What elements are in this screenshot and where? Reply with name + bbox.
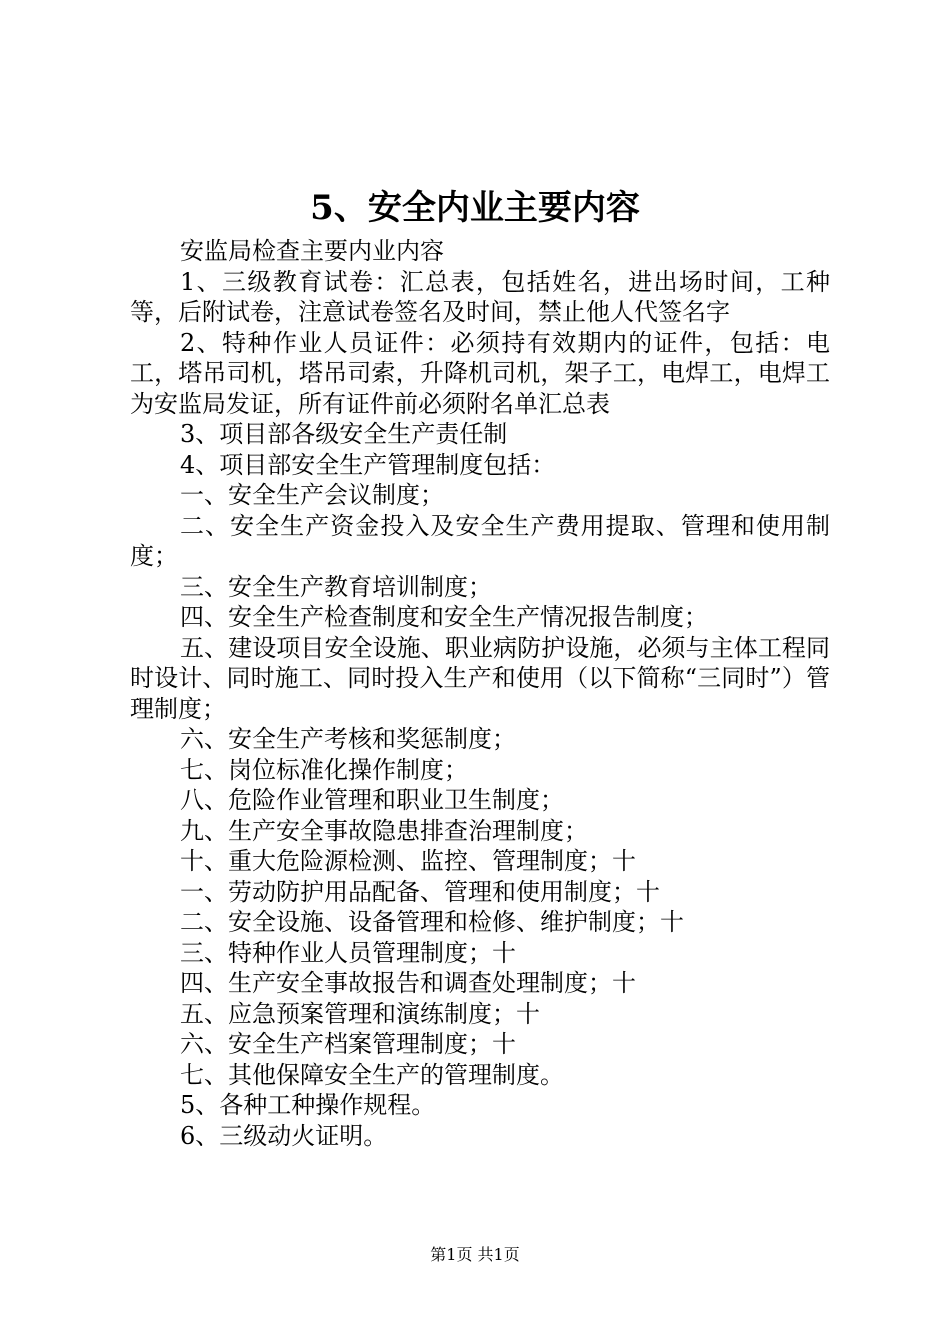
- paragraph: 安监局检查主要内业内容: [180, 237, 444, 265]
- paragraph: 3、项目部各级安全生产责任制: [180, 420, 508, 448]
- paragraph: 九、生产安全事故隐患排查治理制度；: [180, 816, 588, 845]
- paragraph: 五、应急预案管理和演练制度；十: [180, 999, 540, 1028]
- paragraph: 六、安全生产档案管理制度；十: [180, 1030, 516, 1058]
- paragraph: 1、三级教育试卷：汇总表，包括姓名，进出场时间，工种等，后附试卷，注意试卷签名及时间，禁止他人代签名字: [130, 267, 830, 326]
- document-body: [130, 236, 830, 1151]
- paragraph: 一、安全生产会议制度；: [180, 481, 444, 509]
- paragraph: 五、建设项目安全设施、职业病防护设施，必须与主体工程同时设计、同时施工、同时投入生产和使用（以下简称“三同时”）管理制度；: [130, 633, 830, 723]
- document-title: 5、安全内业主要内容: [310, 188, 640, 228]
- paragraph: 四、安全生产检查制度和安全生产情况报告制度；: [180, 603, 708, 631]
- page-footer: 第1页 共1页: [430, 1245, 520, 1264]
- paragraph: 四、生产安全事故报告和调查处理制度；十: [180, 969, 636, 997]
- paragraph: 八、危险作业管理和职业卫生制度；: [180, 786, 564, 814]
- paragraph: 2、特种作业人员证件：必须持有效期内的证件，包括：电工，塔吊司机，塔吊司索，升降机司机，架子工，电焊工，电焊工为安监局发证，所有证件前必须附名单汇总表: [130, 328, 830, 418]
- paragraph: 三、特种作业人员管理制度；十: [180, 938, 516, 967]
- paragraph: 二、安全设施、设备管理和检修、维护制度；十: [180, 908, 684, 936]
- paragraph: 六、安全生产考核和奖惩制度；: [180, 725, 516, 753]
- paragraph: 5、各种工种操作规程。: [180, 1091, 436, 1119]
- paragraph: 三、安全生产教育培训制度；: [180, 572, 492, 601]
- paragraph: 4、项目部安全生产管理制度包括：: [180, 450, 556, 479]
- paragraph: 十、重大危险源检测、监控、管理制度；十: [180, 847, 636, 875]
- paragraph: 七、岗位标准化操作制度；: [180, 755, 468, 784]
- paragraph: 二、安全生产资金投入及安全生产费用提取、管理和使用制度；: [130, 511, 830, 570]
- paragraph: 6、三级动火证明。: [180, 1121, 388, 1150]
- paragraph: 七、其他保障安全生产的管理制度。: [180, 1060, 564, 1089]
- paragraph: 一、劳动防护用品配备、管理和使用制度；十: [180, 877, 660, 906]
